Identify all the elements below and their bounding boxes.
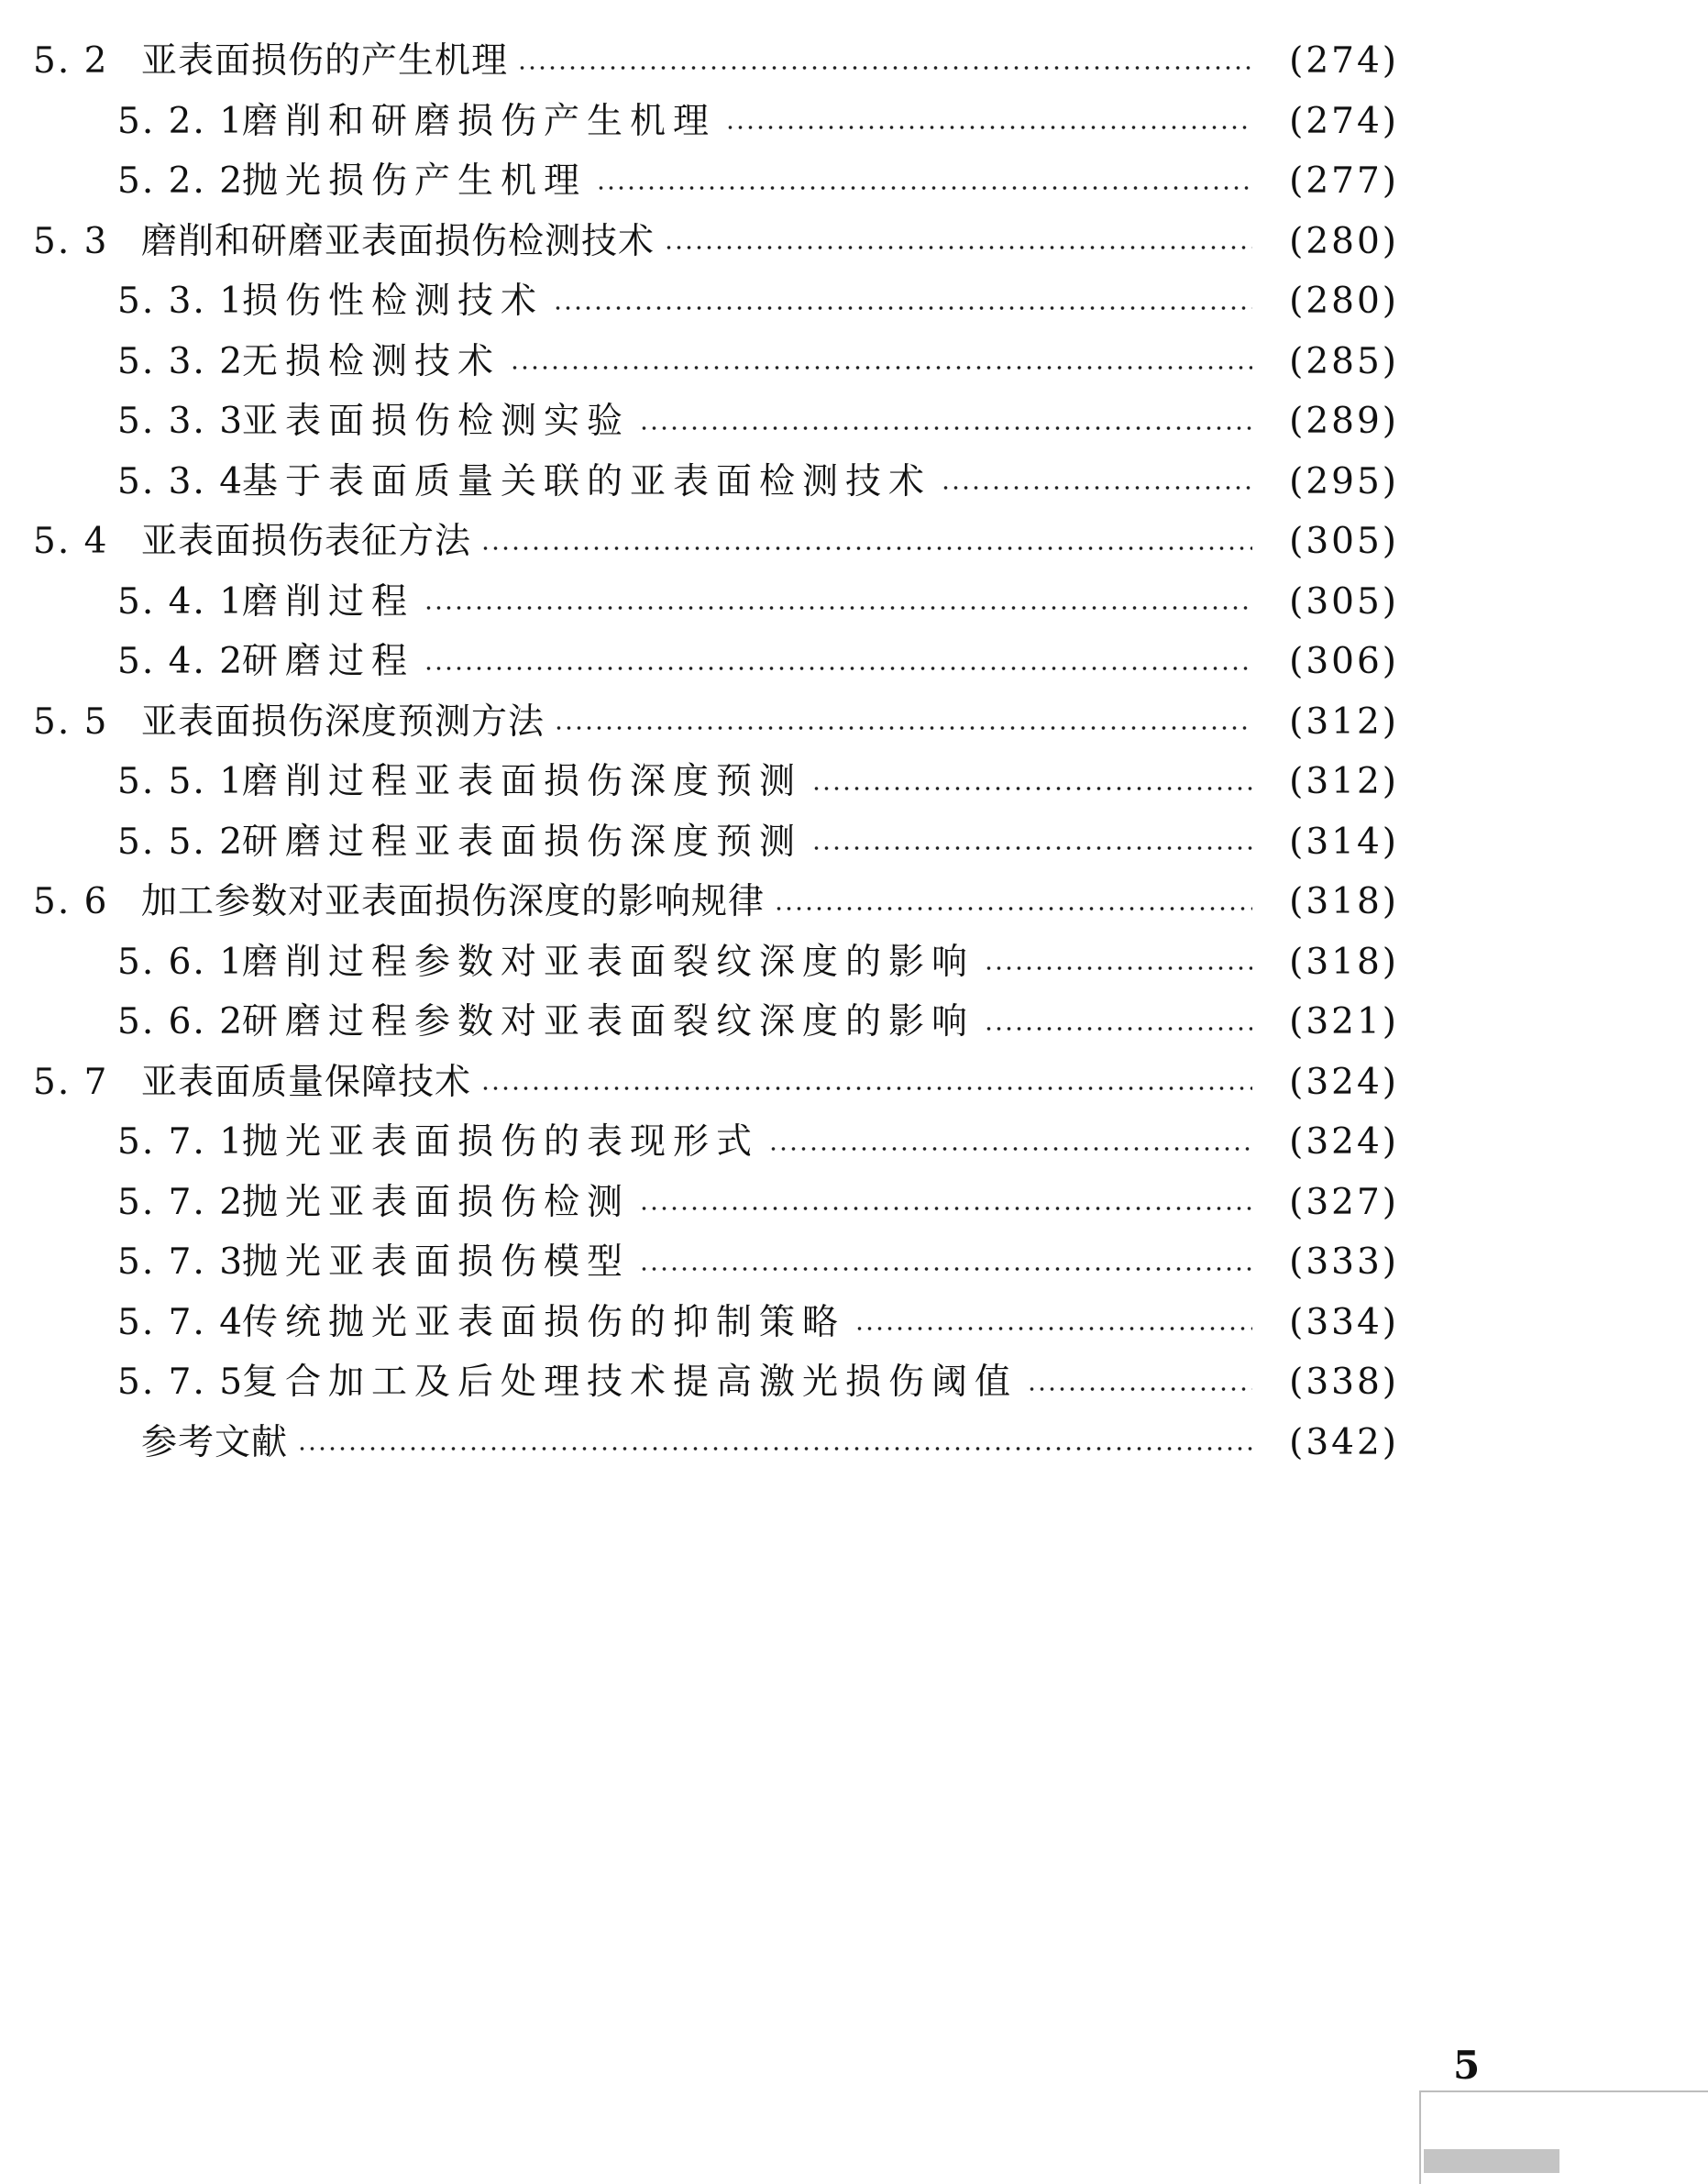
toc-dot-leader (553, 306, 1252, 310)
toc-entry-number: 5. 4. 1 (117, 580, 245, 623)
toc-subsection-row (33, 812, 1399, 873)
toc-entry-number: 5. 5. 2 (117, 821, 245, 863)
toc-section-row (33, 31, 1399, 92)
toc-entry-title: 研磨过程亚表面损伤深度预测 (242, 821, 803, 863)
corner-gray-bar (1424, 2149, 1559, 2173)
toc-entry-title: 研磨过程参数对亚表面裂纹深度的影响 (242, 1001, 975, 1043)
toc-entry-page: (312) (1289, 700, 1399, 743)
toc-entry-page: (280) (1289, 281, 1399, 323)
toc-entry-page: (334) (1289, 1301, 1399, 1343)
toc-dot-leader (984, 966, 1252, 970)
toc-dot-leader (510, 366, 1252, 370)
toc-dot-leader (639, 1267, 1252, 1271)
toc-subsection-row (33, 92, 1399, 152)
toc-entry-number: 5. 7. 3 (117, 1241, 245, 1284)
toc-dot-leader (1027, 1387, 1252, 1391)
toc-dot-leader (768, 1147, 1252, 1151)
toc-entry-number: 5. 5 (33, 700, 109, 743)
toc-subsection-row (33, 392, 1399, 452)
toc-subsection-row (33, 752, 1399, 812)
toc-entry-title: 磨削和研磨亚表面损伤检测技术 (141, 220, 656, 262)
toc-dot-leader (424, 606, 1252, 610)
toc-entry-title: 传统抛光亚表面损伤的抑制策略 (242, 1301, 846, 1343)
toc-entry-title: 参考文献 (141, 1421, 289, 1463)
toc-entry-page: (338) (1289, 1362, 1399, 1404)
toc-section-row (33, 872, 1399, 932)
toc-entry-page: (274) (1289, 100, 1399, 142)
toc-subsection-row (33, 452, 1399, 513)
toc-entry-page: (318) (1289, 881, 1399, 923)
toc-entry-number: 5. 3 (33, 220, 109, 262)
toc-entry-page: (342) (1289, 1421, 1399, 1463)
toc-entry-page: (333) (1289, 1241, 1399, 1284)
toc-dot-leader (811, 787, 1252, 790)
toc-entry-page: (324) (1289, 1121, 1399, 1164)
toc-entry-page: (327) (1289, 1181, 1399, 1223)
table-of-contents (33, 31, 1399, 1473)
toc-entry-page: (277) (1289, 160, 1399, 203)
toc-entry-page: (306) (1289, 641, 1399, 683)
toc-entry-page: (318) (1289, 941, 1399, 983)
toc-entry-number: 5. 2. 2 (117, 160, 245, 203)
toc-entry-number: 5. 3. 2 (117, 340, 245, 382)
toc-section-row (33, 512, 1399, 572)
toc-dot-leader (480, 546, 1252, 550)
toc-subsection-row (33, 932, 1399, 993)
toc-section-row (33, 212, 1399, 272)
toc-entry-page: (312) (1289, 761, 1399, 803)
toc-entry-title: 磨削过程参数对亚表面裂纹深度的影响 (242, 941, 975, 983)
toc-entry-number: 5. 3. 4 (117, 460, 245, 502)
toc-subsection-row (33, 271, 1399, 332)
toc-entry-title: 基于表面质量关联的亚表面检测技术 (242, 460, 932, 502)
toc-entry-number: 5. 3. 3 (117, 401, 245, 443)
toc-entry-number: 5. 2 (33, 40, 109, 83)
toc-subsection-row (33, 1112, 1399, 1173)
toc-dot-leader (424, 667, 1252, 670)
toc-entry-page: (280) (1289, 220, 1399, 262)
toc-entry-page: (324) (1289, 1061, 1399, 1103)
toc-subsection-row (33, 992, 1399, 1053)
toc-entry-page: (321) (1289, 1001, 1399, 1043)
toc-dot-leader (297, 1447, 1252, 1450)
toc-entry-number: 5. 5. 1 (117, 761, 245, 803)
toc-entry-title: 抛光损伤产生机理 (242, 160, 588, 203)
toc-subsection-row (33, 1352, 1399, 1413)
toc-entry-page: (314) (1289, 821, 1399, 863)
toc-dot-leader (774, 907, 1252, 910)
toc-entry-number: 5. 2. 1 (117, 100, 245, 142)
toc-dot-leader (664, 246, 1252, 249)
toc-section-row (33, 1413, 1399, 1473)
toc-entry-number: 5. 7. 2 (117, 1181, 245, 1223)
toc-subsection-row (33, 572, 1399, 633)
toc-entry-title: 加工参数对亚表面损伤深度的影响规律 (141, 881, 766, 923)
toc-entry-page: (305) (1289, 580, 1399, 623)
toc-entry-title: 亚表面质量保障技术 (141, 1061, 472, 1103)
toc-dot-leader (984, 1027, 1252, 1031)
toc-entry-title: 抛光亚表面损伤检测 (242, 1181, 631, 1223)
toc-section-row (33, 1053, 1399, 1113)
toc-dot-leader (639, 426, 1252, 430)
toc-entry-number: 5. 7. 5 (117, 1362, 245, 1404)
toc-entry-number: 5. 4. 2 (117, 641, 245, 683)
toc-entry-page: (305) (1289, 521, 1399, 563)
toc-subsection-row (33, 1293, 1399, 1353)
toc-entry-number: 5. 4 (33, 521, 109, 563)
toc-entry-number: 5. 7. 4 (117, 1301, 245, 1343)
toc-entry-number: 5. 7. 1 (117, 1121, 245, 1164)
toc-entry-title: 无损检测技术 (242, 340, 501, 382)
toc-entry-title: 亚表面损伤检测实验 (242, 401, 631, 443)
toc-entry-number: 5. 3. 1 (117, 281, 245, 323)
toc-subsection-row (33, 332, 1399, 392)
toc-entry-title: 亚表面损伤深度预测方法 (141, 700, 545, 743)
toc-entry-title: 磨削过程 (242, 580, 415, 623)
toc-entry-page: (274) (1289, 40, 1399, 83)
toc-dot-leader (596, 186, 1252, 190)
toc-entry-title: 亚表面损伤的产生机理 (141, 40, 509, 83)
toc-entry-title: 抛光亚表面损伤的表现形式 (242, 1121, 760, 1164)
toc-entry-title: 磨削和研磨损伤产生机理 (242, 100, 717, 142)
toc-entry-number: 5. 6. 1 (117, 941, 245, 983)
toc-dot-leader (480, 1086, 1252, 1090)
toc-dot-leader (517, 66, 1252, 70)
toc-entry-page: (285) (1289, 340, 1399, 382)
toc-entry-number: 5. 6 (33, 881, 109, 923)
toc-entry-title: 研磨过程 (242, 641, 415, 683)
toc-entry-title: 损伤性检测技术 (242, 281, 545, 323)
toc-dot-leader (811, 846, 1252, 850)
page-number: 5 (1453, 2043, 1481, 2088)
toc-entry-title: 抛光亚表面损伤模型 (242, 1241, 631, 1284)
toc-dot-leader (854, 1327, 1252, 1330)
toc-dot-leader (725, 126, 1252, 129)
toc-entry-title: 复合加工及后处理技术提高激光损伤阈值 (242, 1362, 1019, 1404)
toc-section-row (33, 692, 1399, 753)
toc-subsection-row (33, 1232, 1399, 1293)
toc-dot-leader (941, 486, 1252, 490)
toc-entry-number: 5. 7 (33, 1061, 109, 1103)
toc-entry-page: (289) (1289, 401, 1399, 443)
toc-entry-number: 5. 6. 2 (117, 1001, 245, 1043)
toc-subsection-row (33, 1173, 1399, 1233)
toc-entry-title: 亚表面损伤表征方法 (141, 521, 472, 563)
toc-dot-leader (639, 1207, 1252, 1210)
toc-subsection-row (33, 151, 1399, 212)
toc-entry-title: 磨削过程亚表面损伤深度预测 (242, 761, 803, 803)
toc-entry-page: (295) (1289, 460, 1399, 502)
toc-dot-leader (554, 726, 1252, 730)
toc-subsection-row (33, 632, 1399, 692)
